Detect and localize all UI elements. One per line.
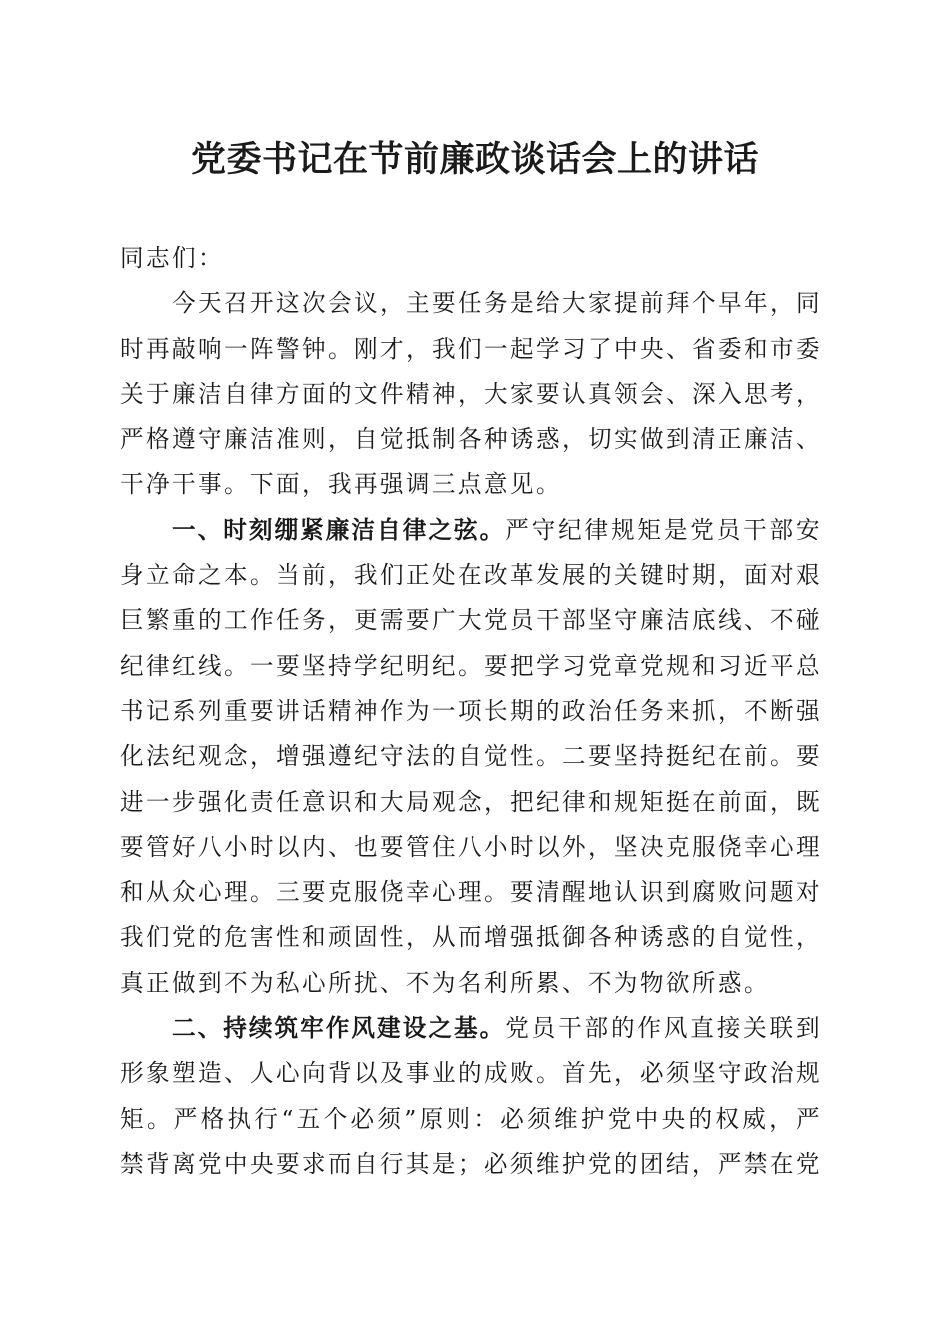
section-1-heading: 一、时刻绷紧廉洁自律之弦。 xyxy=(172,515,506,544)
section-1-paragraph xyxy=(120,508,822,1006)
section-1-text: 严守纪律规矩是党员干部安身立命之本。当前，我们正处在改革发展的关键时期，面对艰巨繁重的工作任务，更需要广大党员干部坚守廉洁底线、不碰纪律红线。一要坚持学纪明纪。要把学习党章党规和习近平总书记系列重要讲话精神作为一项长期的政治任务来抓，不断强化法纪观念，增强遵纪守法的自觉性。二要坚持挺纪在前。要进一步强化责任意识和大局观念，把纪律和规矩挺在前面，既要管好八小时以内、也要管住八小时以外，坚决克服侥幸心理和从众心理。三要克服侥幸心理。要清醒地认识到腐败问题对我们党的危害性和顽固性，从而增强抵御各种诱惑的自觉性，真正做到不为私心所扰、不为名利所累、不为物欲所惑。 xyxy=(120,515,822,997)
document-title: 党委书记在节前廉政谈话会上的讲话 xyxy=(190,139,759,180)
document-body xyxy=(120,236,822,1187)
section-2-heading: 二、持续筑牢作风建设之基。 xyxy=(172,1014,506,1043)
section-2-text: 党员干部的作风直接关联到形象塑造、人心向背以及事业的成败。首先，必须坚守政治规矩。严格执行“五个必须”原则：必须维护党中央的权威，严禁背离党中央要求而自行其是；必须维护党的团结，严禁在党 xyxy=(120,1014,822,1178)
salutation: 同志们： xyxy=(120,244,224,272)
section-2-paragraph xyxy=(120,1006,822,1187)
intro-paragraph: 今天召开这次会议，主要任务是给大家提前拜个早年，同时再敲响一阵警钟。刚才，我们一起学习了中央、省委和市委关于廉洁自律方面的文件精神，大家要认真领会、深入思考，严格遵守廉洁准则，自觉抵制各种诱惑，切实做到清正廉洁、干净干事。下面，我再强调三点意见。 xyxy=(120,289,822,499)
